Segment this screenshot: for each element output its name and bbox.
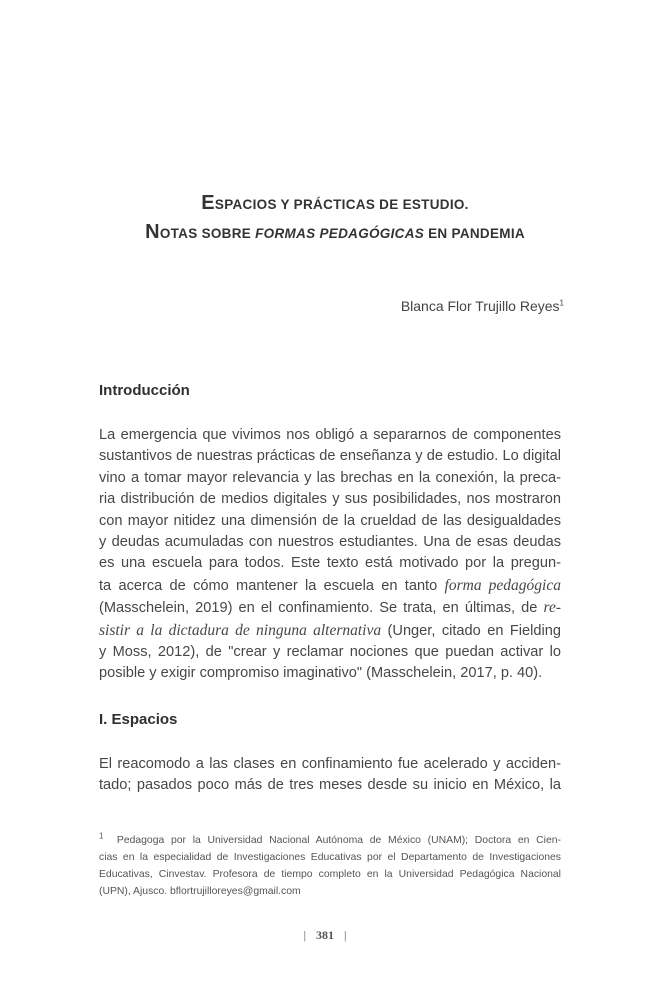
section-heading-espacios: I. Espacios <box>99 711 178 728</box>
footnote-line: Educativas, Cinvestav. Profesora de tiempo completo en la Universidad Pedagógica Nacional <box>99 869 561 880</box>
text-line: sustantivos de nuestras prácticas de enseñanza y de estudio. Lo digital <box>99 448 561 465</box>
title-emphasis: FORMAS PEDAGÓGICAS <box>255 226 425 241</box>
text-line: tado; pasados poco más de tres meses desde su inicio en México, la <box>99 777 561 794</box>
chapter-title-line-1: ESPACIOS Y PRÁCTICAS DE ESTUDIO. <box>201 192 469 214</box>
espacios-paragraph <box>99 754 561 797</box>
text-line: y deudas acumuladas con nuestros estudiantes. Una de esas deudas <box>99 534 561 551</box>
intro-paragraph <box>99 425 561 685</box>
emphasis: sistir a la dictadura de ninguna alternativa <box>99 621 382 639</box>
author-name: Blanca Flor Trujillo Reyes$^1$ <box>400 298 564 314</box>
footnote-line: $^1$ Pedagoga por la Universidad Nacional Autónoma de México (UNAM); Doctora en Cien- <box>99 831 561 846</box>
text-line: (Masschelein, 2019) en el confinamiento. Se trata, en últimas, de re- <box>99 599 561 617</box>
text-line: El reacomodo a las clases en confinamiento fue acelerado y acciden- <box>99 756 561 772</box>
text-line: ria distribución de medios digitales y sus posibilidades, nos mostraron <box>99 491 561 508</box>
chapter-title <box>60 192 610 244</box>
chapter-title-line-2: NOTAS SOBRE FORMAS PEDAGÓGICAS EN PANDEMIA <box>145 221 525 243</box>
text-line: ta acerca de cómo mantener la escuela en tanto forma pedagógica <box>99 576 561 594</box>
text-line: con mayor nitidez una dimensión de la crueldad de las desigualdades <box>99 512 561 529</box>
page-number: | 381 | <box>303 928 347 942</box>
text-line: La emergencia que vivimos nos obligó a separarnos de componentes <box>99 427 561 443</box>
text-line: es una escuela para todos. Este texto está motivado por la pregun- <box>99 555 561 572</box>
page-number-separator: | <box>344 928 347 942</box>
footnote-marker: 1 <box>559 298 564 308</box>
text-line: posible y exigir compromiso imaginativo" (Masschelein, 2017, p. 40). <box>99 665 543 682</box>
footnote-line: cias en la especialidad de Investigaciones Educativas por el Departamento de Investigaciones <box>99 852 561 863</box>
text-line: sistir a la dictadura de ninguna alternativa (Unger, citado en Fielding <box>99 621 561 639</box>
page-number-separator: | <box>303 928 306 942</box>
text-line: y Moss, 2012), de "crear y reclamar nociones que puedan activar lo <box>99 644 561 661</box>
footnote-line: (UPN), Ajusco. bflortrujilloreyes@gmail.com <box>99 886 301 897</box>
text-line: vino a tomar mayor relevancia y las brechas en la conexión, la preca- <box>99 469 561 486</box>
emphasis: re- <box>543 599 561 617</box>
footnote <box>99 832 561 900</box>
section-heading-introduccion: Introducción <box>99 382 190 399</box>
emphasis: forma pedagógica <box>444 576 561 594</box>
footnote-number: 1 <box>99 831 104 841</box>
